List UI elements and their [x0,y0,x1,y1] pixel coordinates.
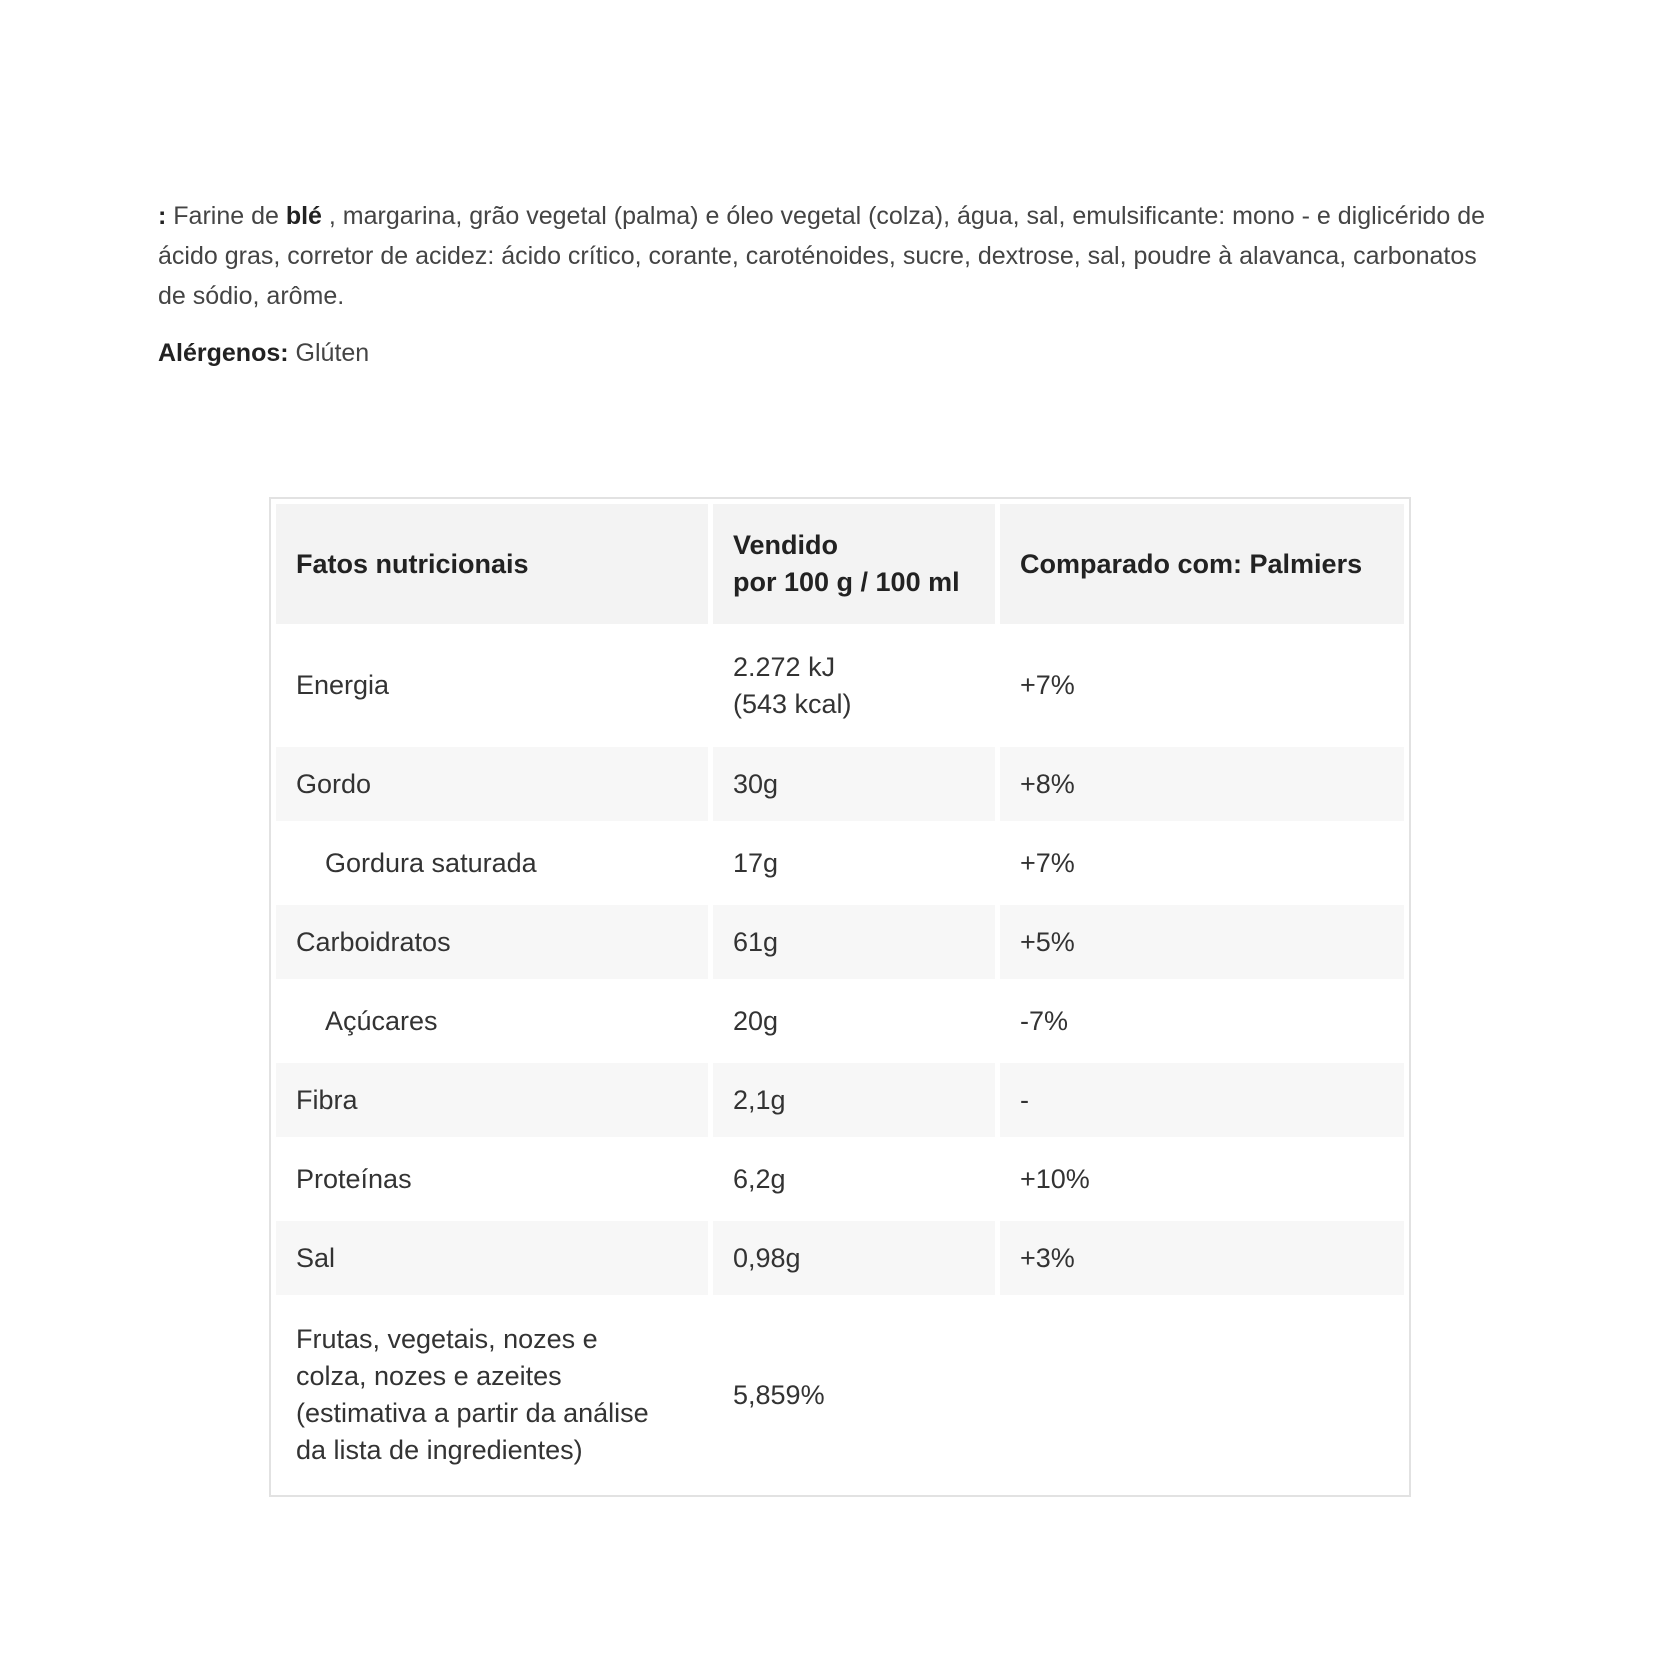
table-row [276,984,1404,1058]
table-row [276,1142,1404,1216]
row-value: 6,2g [713,1142,995,1216]
row-name-line3: (estimativa a partir da análise [296,1398,649,1428]
row-name-line2: colza, nozes e azeites [296,1361,562,1391]
row-name: Energia [276,629,708,742]
ingredients-prefix: : [158,202,167,230]
allergens-text [158,333,369,373]
ingredients-text-part2: , margarina, grão vegetal (palma) e óleo vegetal (colza), água, sal, emulsificante: mono - e diglicérido de ácido gras, corretor de acidez: ácido crítico, corante, caroténoides, sucre, dextrose, sal, poudre à alavanca, carbonatos de sódio, arôme. [158,202,1486,310]
row-name: Açúcares [276,984,708,1058]
row-compare: +8% [1000,747,1404,821]
nutrition-table [271,499,1409,1495]
table-row [276,1221,1404,1295]
row-value: 0,98g [713,1221,995,1295]
allergens-label: Alérgenos: [158,339,289,367]
row-compare: - [1000,1063,1404,1137]
ingredients-text-part1: Farine de [166,202,286,230]
row-value [713,629,995,742]
row-value-line1: 2.272 kJ [733,651,836,682]
ingredients-text [158,196,1498,316]
allergens-value: Glúten [288,339,370,367]
row-compare: +10% [1000,1142,1404,1216]
row-value: 5,859% [713,1300,995,1490]
row-name-line1: Frutas, vegetais, nozes e [296,1324,598,1354]
header-nutrition-facts: Fatos nutricionais [276,504,708,624]
row-value: 30g [713,747,995,821]
header-sold-line1: Vendido [733,530,839,560]
row-name: Gordo [276,747,708,821]
table-header-row [276,504,1404,624]
nutrition-table-container [269,497,1411,1497]
table-row [276,826,1404,900]
table-row [276,1300,1404,1490]
row-name: Carboidratos [276,905,708,979]
row-value: 20g [713,984,995,1058]
row-compare: +7% [1000,826,1404,900]
row-name: Fibra [276,1063,708,1137]
row-value: 61g [713,905,995,979]
table-row [276,905,1404,979]
row-value-line2: (543 kcal) [733,688,852,719]
row-compare: +3% [1000,1221,1404,1295]
row-compare: -7% [1000,984,1404,1058]
row-name: Gordura saturada [276,826,708,900]
header-sold-per [713,504,995,624]
table-row [276,1063,1404,1137]
row-compare [1000,1300,1404,1490]
row-value: 2,1g [713,1063,995,1137]
row-compare: +7% [1000,629,1404,742]
table-row [276,629,1404,742]
row-value: 17g [713,826,995,900]
ingredients-bold-word: blé [285,202,322,230]
row-name [276,1300,708,1490]
row-name-line4: da lista de ingredientes) [296,1435,583,1465]
row-compare: +5% [1000,905,1404,979]
table-row [276,747,1404,821]
row-name: Proteínas [276,1142,708,1216]
header-sold-line2: por 100 g / 100 ml [733,567,960,597]
row-name: Sal [276,1221,708,1295]
header-compared-with: Comparado com: Palmiers [1000,504,1404,624]
